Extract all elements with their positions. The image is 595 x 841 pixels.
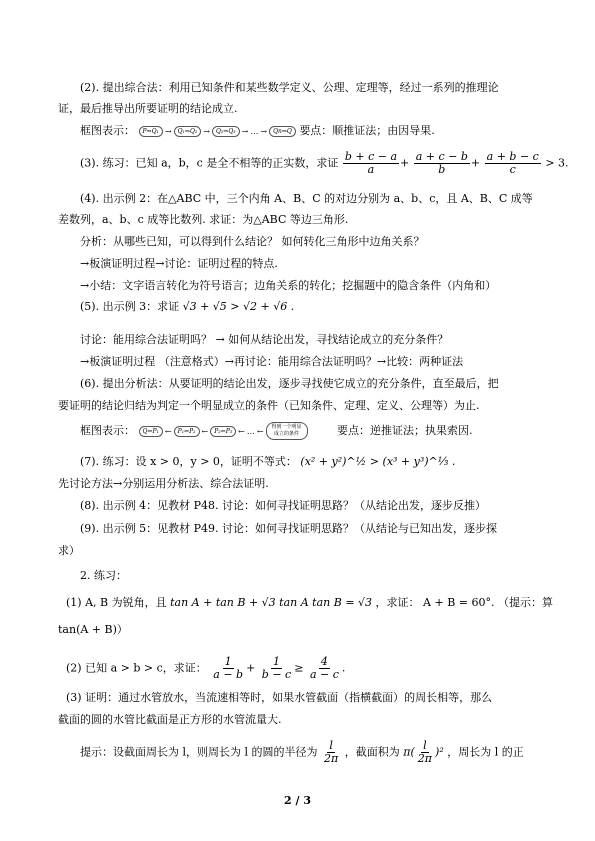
discussion-line: 讨论：能用综合法证明吗？ → 如何从结论出发，寻找结论成立的充分条件？ — [80, 333, 449, 346]
fraction-g2: $\frac{1}{b - c}$ — [261, 655, 292, 681]
fraction-g1: $\frac{1}{a - b}$ — [213, 655, 244, 681]
fraction-3: $\frac{a + b - c}{c}$ — [486, 150, 539, 176]
practice-3-line-2: 截面的圆的水管比截面是正方形的水管流量大. — [58, 713, 282, 726]
radius-fraction: $\frac{l}{2\pi}$ — [324, 739, 339, 765]
flow2-box-1: Q⇐P₁ — [139, 426, 163, 437]
flow-box-1: P⇒Q₁ — [139, 126, 163, 137]
synthesis-flowchart: P⇒Q₁ → Q₁⇒Q₂ → Q₂⇒Q₃ → … → Qn⇒Q — [139, 124, 296, 139]
proof-process-line: →板演证明过程→讨论：证明过程的特点. — [80, 257, 278, 270]
inequality-7: (x² + y²)^½ > (x³ + y³)^⅓ . — [300, 455, 456, 468]
method-line: 先讨论方法→分别运用分析法、综合法证明. — [58, 477, 269, 490]
example-3-line: (5). 出示例 3：求证 √3 + √5 > √2 + √6 . — [80, 300, 295, 313]
example-5-line-1: (9). 出示例 5：见教材 P49. 讨论：如何寻找证明思路？（从结论与已知出发，逐步探 — [80, 522, 497, 535]
fraction-g3: $\frac{4}{a - c}$ — [309, 655, 339, 681]
flow2-box-2: P₁⇐P₂ — [174, 426, 200, 437]
area-fraction: $\frac{l}{2\pi}$ — [417, 739, 433, 765]
example-2-line-1: (4). 出示例 2：在△ABC 中，三个内角 A、B、C 的对边分别为 a、b、c，且 A、B、C 成等 — [80, 192, 533, 205]
practice-1-line: (1) A, B 为锐角，且 tan A + tan B + √3 tan A tan B = √3 ，求证： A + B = 60°. （提示：算 — [66, 596, 553, 609]
example-4-line: (8). 出示例 4：见教材 P48. 讨论：如何寻找证明思路？（从结论出发，逐步反推） — [80, 499, 486, 512]
practice-heading: 2. 练习： — [80, 569, 127, 582]
fraction-1: $\frac{b + c - a}{a}$ — [344, 150, 398, 176]
flowchart-line-1 — [80, 123, 537, 139]
analysis-flowchart: Q⇐P₁ ← P₁⇐P₂ ← P₂⇐P₃ ← … ← 得到一个明显成立的条件 — [139, 422, 308, 440]
practice-3-line-1: (3) 证明：通过水管放水，当流速相等时，如果水管截面（指横截面）的周长相等，那么 — [66, 691, 493, 704]
analysis-line: 分析：从哪些已知，可以得到什么结论？ 如何转化三角形中边角关系？ — [80, 235, 425, 248]
flow2-box-3: P₂⇐P₃ — [210, 426, 236, 437]
para-2-line-1: (2). 提出综合法：利用已知条件和某些数学定义、公理、定理等，经过一系列的推理论 — [80, 81, 499, 94]
flow-box-4: Qn⇒Q — [269, 126, 296, 137]
sqrt-inequality: √3 + √5 > √2 + √6 . — [182, 300, 295, 313]
example-5-line-2: 求） — [58, 544, 80, 557]
para-6-line-1: (6). 提出分析法：从要证明的结论出发，逐步寻找使它成立的充分条件，直至最后，把 — [80, 377, 499, 390]
tan-equation: tan A + tan B + √3 tan A tan B = √3 — [170, 596, 373, 609]
flow2-box-4: 得到一个明显成立的条件 — [266, 422, 308, 440]
practice-2-line: (2) 已知 a > b > c，求证： $\frac{1}{a - b}$ + $\frac{1}{b - c}$ ≥ $\frac{4}{a - c}$ . — [66, 655, 346, 681]
flowchart-line-2 — [80, 422, 537, 440]
compare-line: →板演证明过程 （注意格式）→再讨论：能用综合法证明吗？→比较：两种证法 — [80, 355, 464, 368]
exercise-3: (3). 练习：已知 a，b，c 是全不相等的正实数，求证 $\frac{b + c - a}{a}$ + $\frac{a + c - b}{b}$ + $\frac{a + b - c}{c}$ > 3. — [80, 150, 569, 176]
para-2-line-2: 证，最后推导出所要证明的结论成立. — [58, 102, 238, 115]
practice-1-hint: tan(A + B)） — [58, 623, 128, 636]
exercise-7: (7). 练习：设 x > 0，y > 0，证明不等式： (x² + y²)^½ > (x³ + y³)^⅓ . — [80, 455, 456, 468]
fraction-2: $\frac{a + c - b}{b}$ — [415, 150, 468, 176]
flowchart-note: 要点：顺推证法；由因导果. — [299, 124, 435, 137]
example-2-line-2: 差数列，a、b、c 成等比数列. 求证：为△ABC 等边三角形. — [58, 213, 349, 226]
summary-line: →小结：文字语言转化为符号语言；边角关系的转化；挖掘题中的隐含条件（内角和） — [80, 279, 497, 292]
flow-box-2: Q₁⇒Q₂ — [174, 126, 202, 137]
para-6-line-2: 要证明的结论归结为判定一个明显成立的条件（已知条件、定理、定义、公理等）为止. — [58, 399, 480, 412]
flowchart-note-2: 要点：逆推证法；执果索因. — [337, 424, 473, 437]
flowchart-label-2: 框图表示： — [80, 424, 135, 437]
flow-box-3: Q₂⇒Q₃ — [212, 126, 240, 137]
hint-line: 提示：设截面周长为 l，则周长为 l 的圆的半径为 $\frac{l}{2\pi}$ ，截面积为 π( $\frac{l}{2\pi}$ )² ，周长为 l 的正 — [80, 739, 524, 765]
flowchart-label: 框图表示： — [80, 124, 135, 137]
page-number: 2 / 3 — [284, 794, 311, 807]
